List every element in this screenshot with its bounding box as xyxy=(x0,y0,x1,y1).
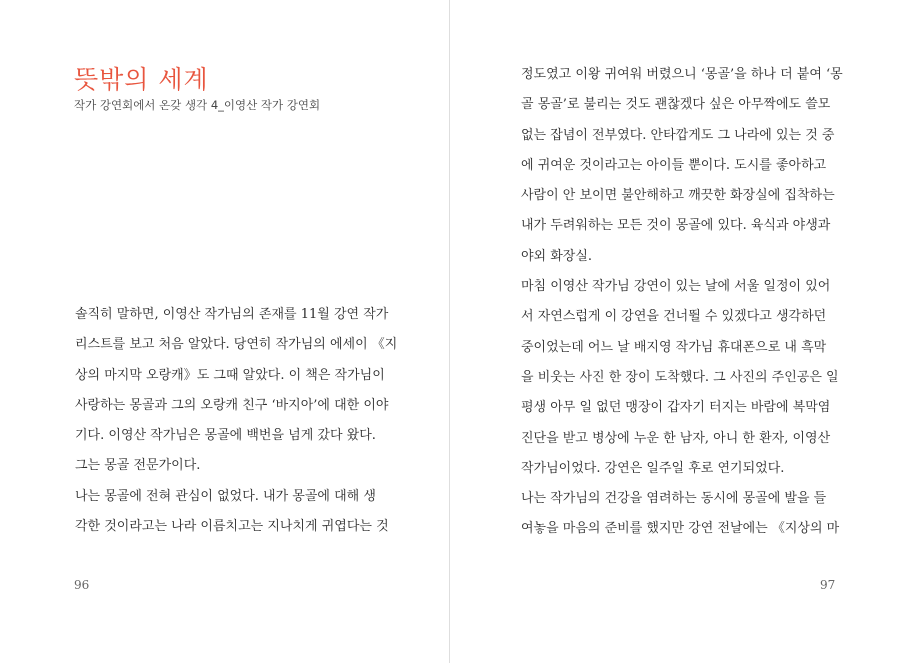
text-line: 평생 아무 일 없던 맹장이 갑자기 터지는 바람에 복막염 xyxy=(521,400,831,416)
text-line: 없는 잡념이 전부였다. 안타깝게도 그 나라에 있는 것 중 xyxy=(521,127,835,143)
text-line: 솔직히 말하면, 이영산 작가님의 존재를 11월 강연 작가 xyxy=(75,307,389,322)
text-line: 상의 마지막 오랑캐》도 그때 알았다. 이 책은 작가님이 xyxy=(75,367,385,383)
text-line: 나는 몽골에 전혀 관심이 없었다. 내가 몽골에 대해 생 xyxy=(75,488,376,504)
text-line: 내가 두려워하는 모든 것이 몽골에 있다. 육식과 야생과 xyxy=(521,218,831,234)
left-page-body xyxy=(75,300,397,542)
text-line: 기다. 이영산 작가님은 몽골에 백번을 넘게 갔다 왔다. xyxy=(75,428,376,444)
text-line: 나는 작가님의 건강을 염려하는 동시에 몽골에 발을 들 xyxy=(521,491,827,507)
text-line: 사람이 안 보이면 불안해하고 깨끗한 화장실에 집착하는 xyxy=(521,188,835,204)
right-page xyxy=(450,0,900,663)
text-line: 그는 몽골 전문가이다. xyxy=(75,458,201,474)
text-line: 에 귀여운 것이라고는 아이들 뿐이다. 도시를 좋아하고 xyxy=(521,157,827,173)
text-line: 진단을 받고 병상에 누운 한 남자, 아니 한 환자, 이영산 xyxy=(521,430,831,446)
text-line: 을 비웃는 사진 한 장이 도착했다. 그 사진의 주인공은 일 xyxy=(521,369,839,385)
text-line: 중이었는데 어느 날 배지영 작가님 휴대폰으로 내 흑막 xyxy=(521,339,827,355)
text-line: 사랑하는 몽골과 그의 오랑캐 친구 ‘바지아’에 대한 이야 xyxy=(75,397,389,413)
right-page-body xyxy=(521,60,843,545)
text-line: 리스트를 보고 처음 알았다. 당연히 작가님의 에세이 《지 xyxy=(75,337,398,353)
chapter-title: 뜻밖의 세계 xyxy=(74,65,209,94)
text-line: 여놓을 마음의 준비를 했지만 강연 전날에는 《지상의 마 xyxy=(521,521,840,537)
page-number-left: 96 xyxy=(74,578,90,592)
page-number-right: 97 xyxy=(820,578,836,592)
text-line: 각한 것이라고는 나라 이름치고는 지나치게 귀엽다는 것 xyxy=(75,519,389,535)
text-line: 정도였고 이왕 귀여워 버렸으니 ‘몽골’을 하나 더 붙여 ‘몽 xyxy=(521,67,843,82)
text-line: 야외 화장실. xyxy=(521,248,593,264)
text-line: 작가님이었다. 강연은 일주일 후로 연기되었다. xyxy=(521,460,785,476)
text-line: 서 자연스럽게 이 강연을 건너뛸 수 있겠다고 생각하던 xyxy=(521,309,827,325)
text-line: 골 몽골’로 불리는 것도 괜찮겠다 싶은 아무짝에도 쓸모 xyxy=(521,97,831,113)
chapter-subtitle: 작가 강연회에서 온갖 생각 4_이영산 작가 강연회 xyxy=(74,98,321,112)
text-line: 마침 이영산 작가님 강연이 있는 날에 서울 일정이 있어 xyxy=(521,279,831,295)
